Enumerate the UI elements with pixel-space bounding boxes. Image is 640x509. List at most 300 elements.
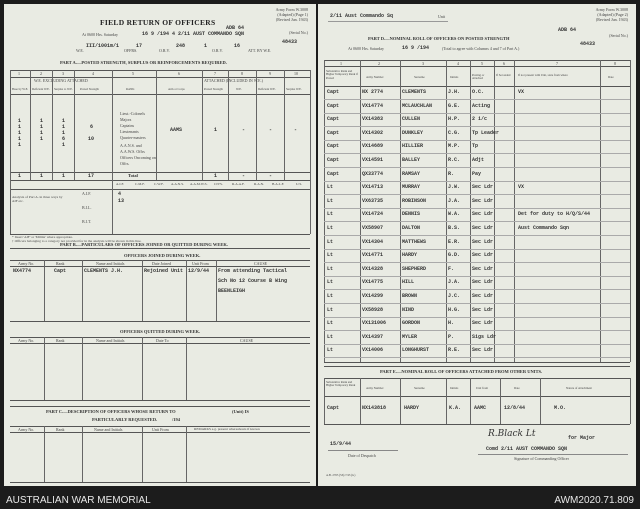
part-e-head: Substantive Rank and Higher Temporary Rank (326, 380, 356, 387)
col-head: Surname (414, 75, 425, 79)
roll-row-rule (324, 140, 630, 141)
roll-army-no: VX14689 (362, 143, 384, 150)
roll-rank: Capt (327, 102, 340, 109)
roll-rank: Capt (327, 170, 340, 177)
part-c-head: Name and Initials (94, 427, 123, 432)
typed-value: 10 (88, 136, 95, 142)
rank-label: Quarter-masters (120, 135, 146, 140)
colhead-3: Surplus to W.E. (54, 87, 73, 91)
roll-rank: Lt (327, 225, 334, 231)
at-line-label: At 0600 Hrs. Saturday (82, 32, 118, 37)
col-num-8: 8 (241, 71, 243, 76)
roll-initials: J.C. (448, 293, 461, 299)
part-e-cell: K.A. (449, 405, 462, 411)
signature: R.Black Lt (488, 429, 536, 439)
typed-arm: AAMS (170, 127, 183, 133)
roll-posting: 2 i/c (472, 116, 488, 123)
roll-surname: GORDON (402, 320, 421, 327)
col-head: Initials (450, 75, 459, 79)
roll-surname: RAMSAY (402, 170, 421, 177)
colhead-8: W.E. (236, 87, 242, 91)
offrs-label: OFFRS. (124, 48, 138, 53)
joined-head: CAUSE (254, 261, 268, 266)
roll-initials: J.W. (448, 184, 461, 191)
joined-head: Rank (56, 261, 65, 266)
roll-army-no: VX14397 (362, 333, 384, 340)
roll-rank: Lt (327, 279, 334, 286)
roll-row-rule (324, 235, 630, 236)
quitted-head: Date To (156, 338, 169, 343)
quitted-head: Army No. (18, 338, 35, 343)
roll-row-rule (324, 262, 630, 263)
roll-army-no: QX33774 (362, 170, 384, 177)
typed-value: 1 (62, 124, 66, 130)
serial-label: (Serial No.) (289, 30, 308, 35)
typed-value: 1 (18, 118, 22, 124)
roll-initials: C.G. (448, 129, 461, 136)
total-value: 1 (214, 173, 218, 179)
form-adapted: (Adapted) (Page 1) (277, 12, 308, 17)
typed-value: 1 (62, 118, 66, 124)
form-page-2 (318, 4, 636, 486)
roll-army-no: VX14006 (362, 347, 384, 354)
roll-surname: HILLIER (402, 143, 424, 150)
unit-label: Unit (438, 14, 446, 19)
offrs-typed: 17 (136, 43, 143, 49)
col-num: 7 (556, 61, 558, 66)
roll-rank: Lt (327, 252, 334, 259)
roll-initials: J.A. (448, 279, 461, 286)
roll-remarks: VX (518, 89, 525, 95)
colhead-9: Deficient W.E. (258, 87, 276, 91)
roll-posting: Sec Ldr (472, 211, 494, 218)
typed-value: 1 (40, 130, 44, 136)
roll-rank: Lt (327, 238, 334, 245)
rank-label: A.A.W.S. Offrs (120, 149, 145, 154)
roll-rank: Lt (327, 306, 334, 313)
roll-posting: O.C. (472, 89, 485, 95)
part-c-title2: PARTICULARLY REQUESTED. (92, 417, 158, 422)
roll-rank: Lt (327, 293, 334, 299)
serial-number: 48433 (282, 39, 298, 45)
roll-initials: H.P. (448, 116, 461, 123)
typed-value: 1 (18, 124, 22, 130)
part-e-cell: M.O. (554, 405, 567, 411)
roll-rank: Lt (327, 265, 334, 272)
roll-row-rule (324, 181, 630, 182)
joined-cell: NX4774 (13, 268, 32, 274)
roll-row-rule (324, 344, 630, 345)
col-num: 3 (422, 61, 424, 66)
roll-army-no: VX58907 (362, 225, 384, 231)
roll-rank: Lt (327, 211, 334, 218)
roll-row-rule (324, 167, 630, 168)
col-head: Substantive Rank and Higher Temporary Rank if Posted (326, 69, 358, 80)
roll-rank: Lt (327, 184, 334, 191)
spec-typed: 13 (118, 198, 125, 204)
roll-surname: MYLER (402, 333, 418, 340)
roll-initials: G.D. (448, 252, 461, 259)
part-d-title: PART D.—NOMINAL ROLL OF OFFICERS ON POSTED STRENGTH (368, 36, 510, 41)
rank-label: Lieutenants (120, 129, 139, 134)
colhead-10: Surplus W.E. (286, 87, 302, 91)
col-head: If Seconded (496, 73, 511, 77)
joined-head: Unit From (192, 261, 209, 266)
roll-army-no: VX14383 (362, 116, 384, 123)
attby-typed: 16 (234, 43, 241, 49)
col-head: Army Number (366, 75, 384, 79)
roll-rank: Capt (327, 157, 340, 163)
footnote: * Insert 'AIF' or 'Militia' where appropriate. (12, 235, 73, 239)
part-c-head: Rank (56, 427, 65, 432)
roll-surname: HARDY (402, 252, 418, 259)
rank-label: Officers Oncoming on (120, 155, 156, 160)
typed-value: 1 (62, 130, 66, 136)
roll-rank: Capt (327, 129, 340, 136)
roll-posting: Sec Ldr (472, 279, 494, 286)
unit-code: ADB 64 (226, 25, 245, 31)
roll-posting: Sec Ldr (472, 225, 494, 231)
roll-posting: Pay (472, 170, 482, 177)
unit-code: ADB 64 (558, 27, 577, 33)
part-e-cell: AAMC (474, 405, 487, 411)
attby-label: ATT. BY W.E. (248, 48, 272, 53)
roll-row-rule (324, 194, 630, 195)
col-head: If not present with Unit, state from where (518, 73, 568, 77)
joined-cell: BEENLEIGH (218, 288, 246, 294)
roll-posting: Acting (472, 102, 491, 109)
roll-army-no: VX131006 (362, 320, 387, 327)
roll-army-no: NX 2774 (362, 89, 384, 95)
colhead-we: W.E. EXCLUDING ATTACHED (34, 78, 88, 83)
part-c-head: Army No. (18, 427, 35, 432)
archive-ref: AWM2020.71.809 (554, 495, 634, 506)
signature-for: for Major (568, 435, 596, 441)
part-e-head: Initials (450, 386, 459, 390)
roll-army-no: VX14774 (362, 102, 384, 109)
joined-cell: Sch No 12 Course B Wing (218, 278, 288, 284)
roll-initials: G.E. (448, 102, 461, 109)
col-num-9: 9 (269, 71, 271, 76)
part-d-note: (Total to agree with Columns 4 and 7 of Part A.) (442, 46, 520, 51)
roll-posting: Sec Ldr (472, 265, 494, 272)
joined-cell: CLEMENTS J.H. (84, 268, 124, 274)
joined-cell: From attending Tactical (218, 268, 288, 274)
part-d-date: 16 9 /194 (402, 45, 430, 51)
spec-head: C.M.F. (135, 182, 145, 186)
col-num-6: 6 (178, 71, 180, 76)
roll-surname: DALTON (402, 225, 421, 231)
we-typed: III/1001m/1 (86, 43, 120, 49)
roll-surname: DENNIS (402, 211, 421, 218)
serial-number: 48433 (580, 41, 596, 47)
part-e-head: Date (514, 386, 520, 390)
archive-footer (0, 494, 640, 509)
joined-cell: Capt (54, 268, 67, 274)
roll-initials: H. (448, 320, 455, 327)
part-e-head: Unit from (476, 386, 488, 390)
roll-surname: MCLAUCHLAN (402, 102, 433, 109)
roll-surname: BROWN (402, 293, 418, 299)
form-page-1 (4, 4, 316, 486)
part-c-head: REMARKS e.g. present whereabouts if known (194, 427, 260, 431)
rank-label: Offrs. (120, 161, 130, 166)
part-e-cell: HARDY (404, 405, 420, 411)
roll-army-no: VX14724 (362, 211, 384, 218)
col-num-10: 10 (294, 71, 298, 76)
at-line-typed: 16 9 /194 4 2/11 AUST COMMANDO SQN (142, 31, 245, 37)
analysis-row: B.I.L. (82, 205, 92, 210)
part-e-cell: 12/8/44 (504, 405, 526, 411)
roll-initials: R.E. (448, 347, 461, 354)
roll-surname: BALLEY (402, 157, 421, 163)
despatch-date: 15/9/44 (330, 441, 352, 447)
roll-posting: Tp (472, 143, 479, 150)
col-num-1: 1 (18, 71, 20, 76)
joined-cell: Rejoined Unit (144, 268, 184, 274)
rank-label: Majors (120, 117, 132, 122)
roll-posting: Tp Leader (472, 129, 500, 136)
roll-row-rule (324, 99, 630, 100)
roll-surname: NIND (402, 306, 415, 313)
form-adapted: (Adapted) (Page 2) (597, 12, 628, 17)
roll-row-rule (324, 249, 630, 250)
part-e-title: PART E.—NOMINAL ROLL OF OFFICERS ATTACHED FROM OTHER UNITS. (380, 369, 543, 374)
part-e-cell: NX143818 (362, 405, 387, 411)
part-e-head: Army Number (366, 386, 384, 390)
typed-posted: 1 (214, 127, 218, 133)
form-revised: (Revised Jun. 1943) (595, 17, 628, 22)
col-num: 8 (614, 61, 616, 66)
despatch-date-label: Date of Despatch (348, 453, 376, 458)
roll-posting: Sec Ldr (472, 320, 494, 327)
typed-value: 1 (40, 118, 44, 124)
colhead-att: ATTACHED (INCLUDED IN W.E.) (204, 78, 263, 83)
joined-cell: 12/9/44 (188, 268, 210, 274)
signature-typed: Comd 2/11 AUST COMMANDO SQN (486, 446, 568, 452)
spec-head: U.S. (296, 182, 303, 186)
joined-head: Army No. (18, 261, 35, 266)
roll-posting: Sigs Ldr (472, 333, 497, 340)
orv-typed: 248 (176, 43, 186, 49)
roll-posting: Sec Ldr (472, 197, 494, 204)
roll-surname: ROBINSON (402, 197, 427, 204)
roll-initials: F. (448, 265, 455, 272)
roll-row-rule (324, 113, 630, 114)
colhead-7: Posted Strength (204, 87, 223, 91)
col-num-2: 2 (40, 71, 42, 76)
roll-army-no: VX14713 (362, 184, 384, 191)
part-d-at-label: At 0600 Hrs. Saturday (348, 46, 384, 51)
col-num-7: 7 (214, 71, 216, 76)
part-e-head: Nature of Attachment (566, 386, 592, 390)
roll-rank: Lt (327, 333, 334, 340)
we-label: W.E. (76, 48, 84, 53)
joined-head: Date Joined (152, 261, 171, 266)
roll-army-no: VX14328 (362, 265, 384, 272)
roll-initials: J.A. (448, 197, 461, 204)
joined-head: Name and Initials (96, 261, 125, 266)
total-value: 1 (18, 173, 22, 179)
roll-posting: Sec Ldr (472, 306, 494, 313)
joined-title: OFFICERS JOINED DURING WEEK. (124, 253, 201, 258)
unit-header: 2/11 Aust Commando Sq (330, 13, 394, 19)
orv2-label: O.R.V. (212, 48, 223, 53)
roll-initials: R.C. (448, 157, 461, 163)
colhead-6: Arm or Corps (168, 87, 185, 91)
spec-typed: 4 (118, 191, 122, 197)
roll-surname: LONGHURST (402, 347, 430, 354)
roll-remarks: VX (518, 184, 525, 191)
form-number: Army Form W.3008 (275, 7, 308, 12)
typed-dash: - (294, 127, 298, 133)
total-value: - (242, 173, 246, 179)
quitted-title: OFFICERS QUITTED DURING WEEK. (120, 329, 201, 334)
part-e-cell: Capt (327, 405, 340, 411)
archive-name: AUSTRALIAN WAR MEMORIAL (6, 495, 151, 506)
col-num-4: 4 (92, 71, 94, 76)
roll-rank: Lt (327, 320, 334, 327)
quitted-head: Rank (56, 338, 65, 343)
totals-label: Total (128, 173, 138, 178)
roll-row-rule (324, 303, 630, 304)
analysis-row: B.I.T. (82, 219, 92, 224)
total-value: 1 (40, 173, 44, 179)
roll-initials: H.G. (448, 306, 461, 313)
part-c-date: /194 (172, 417, 181, 422)
roll-row-rule (324, 330, 630, 331)
roll-army-no: VX14775 (362, 279, 384, 286)
col-num: 2 (378, 61, 380, 66)
roll-surname: CULLEN (402, 116, 421, 123)
typed-value: 1 (40, 124, 44, 130)
col-num-5: 5 (132, 71, 134, 76)
col-num: 5 (481, 61, 483, 66)
signature-label: Signature of Commanding Officer (514, 456, 569, 461)
page-title: FIELD RETURN OF OFFICERS (100, 18, 216, 27)
roll-rank: Capt (327, 89, 340, 95)
part-c-head: Unit From (152, 427, 169, 432)
roll-surname: SHEPHERD (402, 265, 427, 272)
roll-surname: MATTHEWS (402, 238, 427, 245)
roll-row-rule (324, 289, 630, 290)
roll-army-no: VX14771 (362, 252, 384, 259)
rank-label: Lieut.-Colonels (120, 111, 145, 116)
spec-head: R.A.N. (254, 182, 265, 186)
spec-head: B.A.L.F. (272, 182, 285, 186)
roll-initials: R. (448, 170, 455, 177)
roll-rank: Capt (327, 143, 340, 150)
roll-row-rule (324, 221, 630, 222)
colhead-5: RANK (126, 87, 135, 91)
roll-initials: M.P. (448, 143, 461, 150)
spec-head: A.A.M.W.S. (190, 182, 208, 186)
roll-army-no: VX14304 (362, 238, 384, 245)
rank-label: Captains (120, 123, 134, 128)
part-c-title: PART C.—DESCRIPTION OF OFFICERS WHOSE RETURN TO (46, 409, 176, 414)
analysis-row: A.I.F. (82, 191, 92, 196)
total-value: 17 (88, 173, 95, 179)
roll-surname: DUNKLEY (402, 129, 424, 136)
roll-rank: Lt (327, 197, 334, 204)
roll-row-rule (324, 208, 630, 209)
part-b-title: PART B.—PARTICULARS OF OFFICERS JOINED OR QUITTED DURING WEEK. (60, 242, 228, 247)
typed-value: 1 (62, 142, 66, 148)
roll-rank: Capt (327, 116, 340, 123)
roll-surname: CLEMENTS (402, 89, 427, 95)
roll-army-no: VX14591 (362, 157, 384, 163)
typed-value: 6 (90, 124, 94, 130)
colhead-1: Base by W.E. (12, 87, 29, 91)
typed-value: 6 (62, 136, 66, 142)
quitted-head: CAUSE (240, 338, 254, 343)
col-head: Posting or Attached (472, 73, 485, 80)
total-value: 1 (62, 173, 66, 179)
roll-posting: Adjt (472, 157, 485, 163)
roll-army-no: VX63735 (362, 197, 384, 204)
roll-posting: Sec Ldr (472, 293, 494, 299)
roll-posting: Sec Ldr (472, 184, 494, 191)
typed-dash: - (269, 127, 273, 133)
typed-dash: - (242, 127, 246, 133)
roll-initials: J.H. (448, 89, 461, 95)
roll-row-rule (324, 153, 630, 154)
roll-posting: Sec Ldr (472, 252, 494, 259)
quitted-head: Name and Initials (96, 338, 125, 343)
roll-initials: E.R. (448, 238, 461, 245)
roll-remarks: Det for duty to H/Q/S/44 (518, 211, 591, 218)
typed-value: 1 (18, 136, 22, 142)
spec-head: R.A.A.F. (232, 182, 245, 186)
roll-surname: MURRAY (402, 184, 421, 191)
part-c-unit: (Unit) IS (232, 409, 249, 414)
orv-label: O.R.V. (159, 48, 170, 53)
roll-army-no: VX58928 (362, 306, 384, 313)
roll-initials: P. (448, 333, 455, 340)
roll-surname: HILL (402, 279, 415, 286)
colhead-4: Posted Strength (80, 87, 99, 91)
roll-rank: Lt (327, 347, 334, 354)
col-num: 1 (340, 61, 342, 66)
orv2-typed: 1 (204, 43, 208, 49)
roll-remarks: Aust Commando Sqn (518, 225, 570, 231)
roll-army-no: VX14302 (362, 129, 384, 136)
spec-head: A.I.F. (116, 182, 124, 186)
roll-initials: W.A. (448, 211, 461, 218)
col-num: 4 (457, 61, 459, 66)
footnote: † Officers belonging to a category not provided for in the analysis will be shown in this line. (12, 239, 142, 243)
form-revised: (Revised Jun. 1943) (275, 17, 308, 22)
form-number: Army Form W.3008 (595, 7, 628, 12)
roll-row-rule (324, 126, 630, 127)
col-head: Date (608, 75, 614, 79)
roll-posting: Sec Ldr (472, 347, 494, 354)
typed-value: 1 (40, 136, 44, 142)
roll-initials: B.S. (448, 225, 461, 231)
col-num: 6 (503, 61, 505, 66)
typed-value: 1 (18, 142, 22, 148)
spec-head: C.W.F. (154, 182, 164, 186)
part-e-head: Surname (414, 386, 425, 390)
spec-head: A.A.N.S. (171, 182, 185, 186)
col-num-3: 3 (62, 71, 64, 76)
total-value: - (269, 173, 273, 179)
colhead-2: Deficient W.E. (32, 87, 50, 91)
analysis-label: Analysis of Part A. in three ways by AIF etc. (12, 195, 63, 203)
roll-row-rule (324, 276, 630, 277)
part-a-title: PART A.—POSTED STRENGTH, SURPLUS OR REINFORCEMENTS REQUIRED. (60, 60, 227, 65)
roll-army-no: VX14299 (362, 293, 384, 299)
